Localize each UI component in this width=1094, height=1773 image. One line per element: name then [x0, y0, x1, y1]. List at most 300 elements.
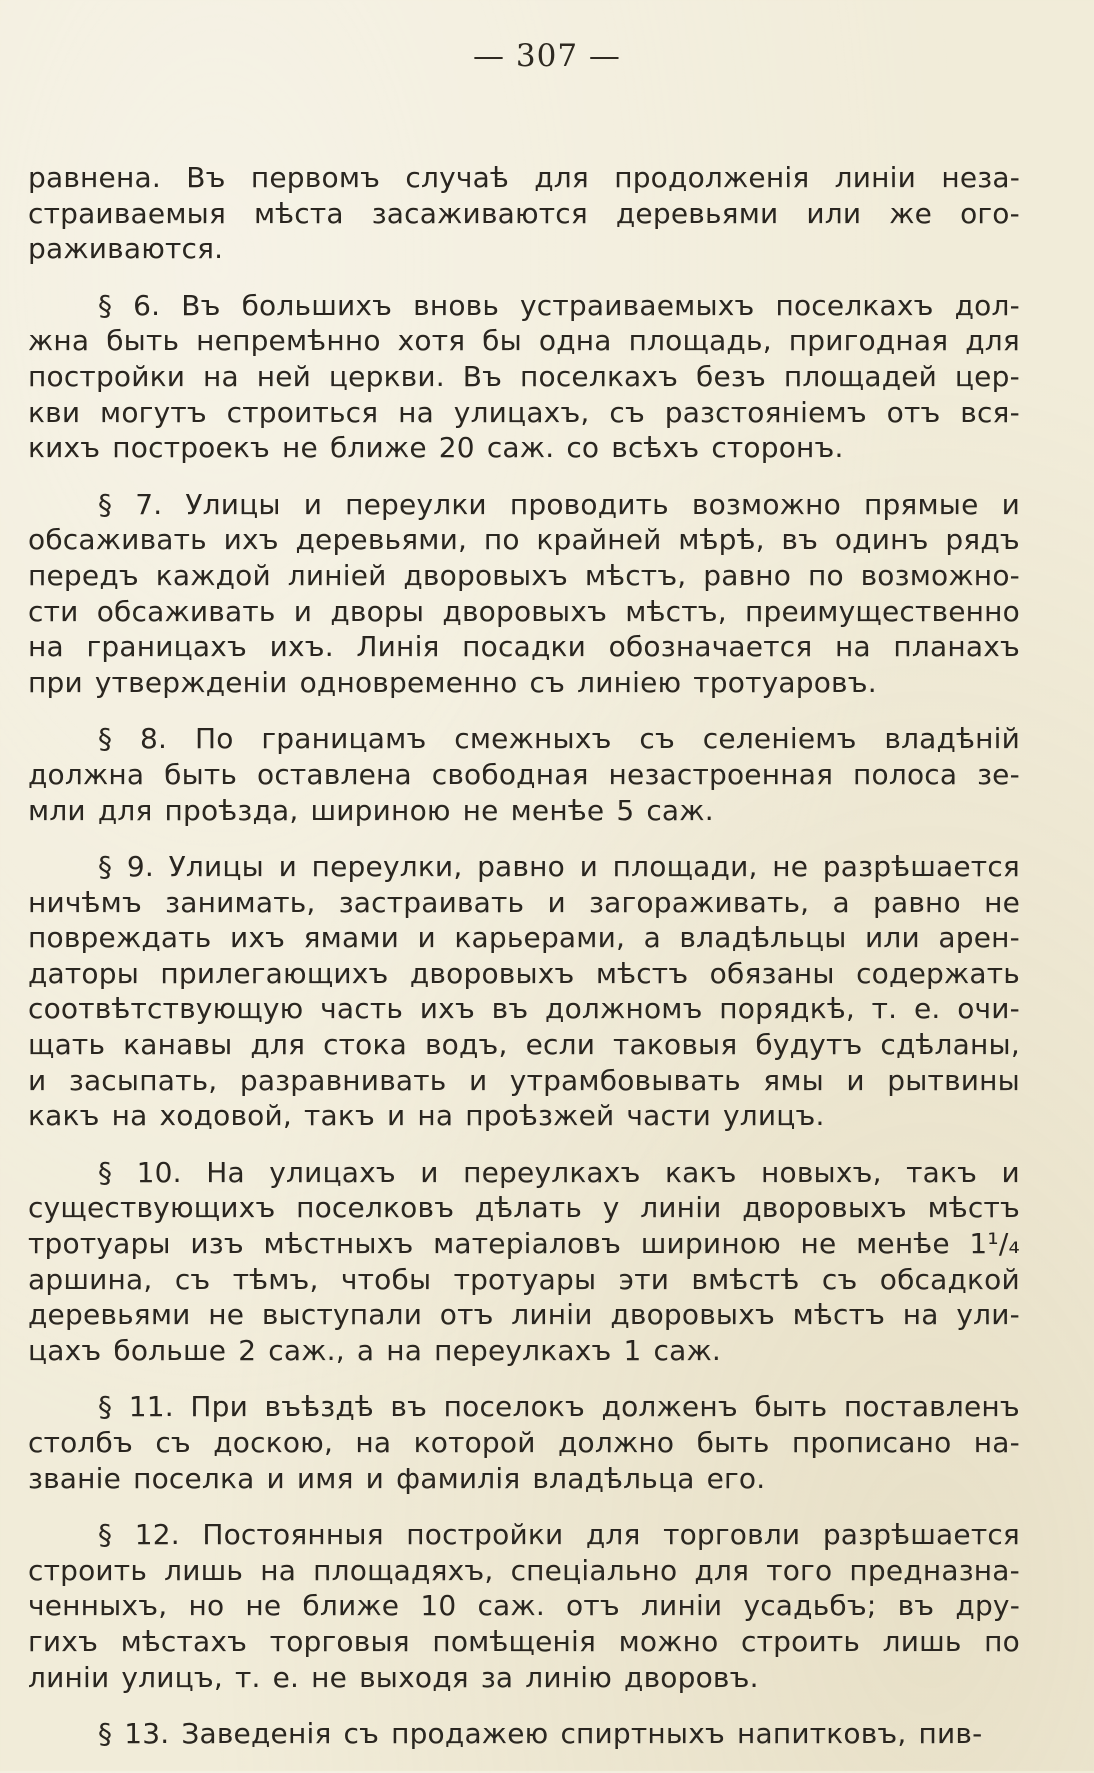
word: 6.: [133, 288, 161, 322]
word: засыпать,: [68, 1063, 218, 1097]
word: дворовыхъ: [442, 594, 608, 628]
word: спеціально: [510, 1553, 678, 1587]
word: не: [311, 1660, 348, 1694]
word: улицъ,: [121, 1660, 223, 1694]
word: на: [902, 1298, 939, 1332]
word: мѣста: [253, 196, 344, 230]
word: а: [832, 885, 850, 919]
word: на: [203, 359, 239, 393]
text-line: [28, 1297, 1020, 1333]
word: рядъ: [945, 523, 1020, 557]
word: напитковъ,: [737, 1717, 907, 1751]
word: Постоянныя: [202, 1518, 384, 1552]
word: и: [386, 1099, 406, 1133]
word: должна: [28, 757, 145, 791]
word: доскою,: [213, 1426, 334, 1459]
word: неза-: [941, 161, 1020, 194]
word: преимущественно: [744, 594, 1020, 628]
word: поселковъ: [296, 1191, 455, 1225]
word: существующихъ: [28, 1191, 276, 1225]
word: церкви.: [328, 359, 445, 393]
text-line: [28, 430, 1020, 466]
word: линіи: [28, 1660, 110, 1694]
word: быть: [106, 324, 180, 358]
word: полоса: [853, 757, 958, 791]
word: прямые: [863, 487, 979, 521]
word: площадяхъ,: [313, 1553, 494, 1587]
text-line: [28, 1660, 1020, 1696]
word: улицъ.: [723, 1099, 825, 1133]
text-line: [28, 1333, 1020, 1369]
word: и: [28, 1063, 47, 1097]
word: имя: [296, 1461, 354, 1495]
word: на: [355, 1426, 392, 1459]
word: на: [111, 1099, 148, 1133]
word: площадей: [783, 359, 938, 393]
word: а: [356, 1333, 375, 1367]
word: менѣе: [856, 1227, 950, 1261]
word: вся-: [960, 395, 1020, 429]
text-line: [28, 956, 1020, 992]
word: всѣхъ: [611, 431, 700, 465]
word: съ: [343, 1717, 380, 1751]
word: проѣзжей: [465, 1099, 615, 1133]
text-line: [28, 359, 1020, 395]
word: соотвѣтствующую: [28, 992, 304, 1026]
word: званіе: [28, 1461, 122, 1495]
word: и: [579, 850, 598, 884]
word: По: [194, 722, 234, 756]
word: на: [260, 1553, 297, 1587]
word: передъ: [28, 558, 139, 592]
word: даторы: [28, 956, 140, 990]
word: должно: [557, 1426, 675, 1459]
word: дѣлать: [474, 1191, 583, 1225]
word: т.: [871, 992, 898, 1026]
text-line: [28, 757, 1020, 793]
word: продолженія: [614, 161, 810, 194]
word: быть: [696, 1426, 770, 1459]
word: 7.: [135, 487, 163, 521]
word: обязаны: [709, 956, 835, 990]
word: по: [483, 523, 520, 557]
word: ямы: [763, 1063, 824, 1097]
text-line: [28, 629, 1020, 665]
text-line: [28, 1425, 1020, 1461]
word: владѣльцы: [679, 921, 847, 955]
word: спиртныхъ: [560, 1717, 725, 1751]
word: планахъ: [893, 630, 1020, 664]
word: селеніемъ: [702, 722, 857, 756]
text-line: [28, 1389, 1020, 1425]
word: одинъ: [834, 523, 929, 557]
word: зе-: [977, 757, 1020, 791]
text-line: [28, 487, 1020, 523]
word: деревьями,: [295, 523, 468, 557]
word: фамилія: [396, 1461, 521, 1495]
word: на: [28, 630, 64, 664]
word: §: [98, 487, 113, 521]
word: устраиваемыхъ: [520, 288, 755, 322]
word: гихъ: [28, 1624, 99, 1658]
word: 9.: [126, 850, 154, 884]
word: цахъ: [28, 1333, 102, 1367]
word: не: [282, 431, 318, 465]
word: е.: [913, 992, 941, 1026]
word: таковыя: [613, 1028, 738, 1062]
word: канавы: [123, 1028, 233, 1062]
word: 12.: [134, 1518, 180, 1552]
word: съ: [529, 665, 566, 699]
word: отъ: [886, 395, 941, 429]
word: мѣстъ,: [584, 558, 687, 592]
word: отъ: [439, 1298, 494, 1332]
word: арен-: [938, 921, 1020, 955]
word: ихъ.: [269, 630, 334, 664]
word: новыхъ,: [760, 1155, 882, 1189]
text-line: [28, 231, 1020, 267]
word: ихъ: [223, 523, 279, 557]
word: утвержденіи: [94, 665, 288, 699]
word: каждой: [155, 558, 271, 592]
word: равно: [477, 850, 565, 884]
word: его.: [706, 1461, 766, 1495]
word: 20: [438, 431, 475, 465]
word: 11.: [128, 1390, 174, 1424]
paragraph: [28, 1389, 1020, 1496]
word: разстояніемъ: [664, 395, 867, 429]
word: оставлена: [257, 757, 412, 791]
word: е.: [272, 1660, 300, 1694]
word: границамъ: [261, 722, 427, 756]
word: безъ: [696, 359, 766, 393]
word: поселка: [133, 1461, 255, 1495]
text-line: [28, 1155, 1020, 1191]
word: раживаются.: [28, 232, 224, 266]
page-number: — 307 —: [473, 38, 621, 74]
word: ули-: [956, 1298, 1020, 1332]
word: для: [585, 1518, 641, 1552]
word: не: [208, 1298, 245, 1332]
word: дворовыхъ: [403, 558, 569, 592]
word: содержать: [856, 956, 1020, 990]
word: стока: [323, 1028, 407, 1062]
word: мѣстъ: [792, 1298, 886, 1332]
word: матеріаловъ: [433, 1227, 622, 1261]
word: площади,: [612, 850, 758, 884]
word: съ: [174, 1262, 211, 1296]
word: переулки: [345, 487, 487, 521]
paragraph: [28, 1517, 1020, 1695]
word: но: [188, 1589, 225, 1623]
word: и: [1001, 1155, 1020, 1189]
text-line: [28, 1226, 1020, 1262]
word: ихъ: [419, 992, 475, 1026]
word: въ: [781, 523, 819, 557]
word: менѣе: [510, 793, 605, 827]
word: и: [293, 594, 313, 628]
word: переулкахъ: [434, 1333, 612, 1367]
word: части: [626, 1099, 712, 1133]
word: Въ: [181, 288, 221, 322]
word: Линія: [356, 630, 440, 664]
word: 10: [420, 1589, 457, 1623]
word: одновременно: [299, 665, 518, 699]
word: 1¹/₄: [969, 1227, 1020, 1261]
word: строить: [28, 1553, 148, 1587]
text-line: [28, 1624, 1020, 1660]
word: при: [28, 665, 83, 699]
word: ней: [256, 359, 312, 393]
word: дру-: [955, 1589, 1020, 1623]
word: сти: [28, 594, 79, 628]
word: мѣстныхъ: [263, 1227, 414, 1261]
word: случаѣ: [405, 161, 509, 194]
word: прилегающихъ: [160, 956, 389, 990]
word: прописано: [791, 1426, 952, 1459]
word: часть: [320, 992, 404, 1026]
word: водъ,: [424, 1028, 508, 1062]
word: §: [98, 1717, 113, 1751]
word: строить: [741, 1624, 861, 1658]
word: тротуары: [453, 1262, 597, 1296]
word: лишь: [164, 1553, 244, 1587]
word: и: [266, 1461, 285, 1495]
word: страиваемыя: [28, 196, 226, 230]
word: и: [420, 1155, 439, 1189]
word: очи-: [957, 992, 1020, 1026]
text-line: [28, 196, 1020, 232]
word: §: [98, 850, 113, 884]
text-line: [28, 1027, 1020, 1063]
word: и: [365, 1461, 385, 1495]
word: дворовъ.: [624, 1660, 759, 1694]
text-line: [28, 1461, 1020, 1497]
word: возможно-: [860, 558, 1020, 592]
word: продажею: [391, 1717, 549, 1751]
word: для: [694, 1553, 750, 1587]
word: на: [398, 395, 434, 429]
word: на: [386, 1333, 423, 1367]
word: равно: [703, 558, 792, 592]
word: сдѣланы,: [880, 1028, 1020, 1062]
word: линіи: [640, 1191, 722, 1225]
word: и: [547, 885, 566, 919]
word: помѣщенія: [432, 1624, 597, 1658]
word: будутъ: [755, 1028, 863, 1062]
word: жна: [28, 324, 90, 358]
word: поставленъ: [843, 1390, 1020, 1424]
word: обсаживать: [96, 594, 276, 628]
word: границахъ: [86, 630, 247, 664]
word: дворовыхъ: [409, 956, 575, 990]
text-line: [28, 920, 1020, 956]
word: быть: [164, 757, 238, 791]
word: изъ: [190, 1227, 244, 1261]
word: пригодная: [788, 324, 949, 358]
word: линіи: [511, 1298, 593, 1332]
word: могутъ: [100, 395, 207, 429]
word: со: [566, 431, 600, 465]
word: §: [98, 1390, 113, 1424]
word: владѣній: [884, 722, 1020, 756]
word: шириною: [640, 1227, 781, 1261]
word: съ: [639, 722, 675, 756]
text-line: [28, 849, 1020, 885]
word: или: [806, 196, 862, 230]
word: и: [278, 850, 297, 884]
word: шириною: [310, 793, 451, 827]
word: линію: [525, 1660, 613, 1694]
word: лишь: [882, 1624, 962, 1658]
word: 5: [616, 793, 635, 827]
word: на: [417, 1099, 454, 1133]
text-line: [28, 1190, 1020, 1226]
word: съ: [821, 1262, 858, 1296]
word: мли: [28, 793, 86, 827]
word: дворовыхъ: [742, 1191, 907, 1225]
word: быть: [754, 1390, 828, 1424]
word: §: [98, 1518, 113, 1552]
word: не: [772, 850, 809, 884]
text-line: [28, 1517, 1020, 1553]
text-line: [28, 395, 1020, 431]
word: §: [98, 722, 113, 756]
word: возможно: [691, 487, 841, 521]
text-line: [28, 522, 1020, 558]
word: не: [984, 885, 1020, 919]
word: саж.,: [268, 1333, 345, 1367]
word: по: [807, 558, 844, 592]
word: равно: [873, 885, 961, 919]
word: саж.: [646, 793, 714, 827]
word: свободная: [431, 757, 589, 791]
word: усадьбъ;: [743, 1589, 877, 1623]
word: ходовой,: [159, 1099, 292, 1133]
word: же: [889, 196, 933, 230]
word: занимать,: [165, 885, 316, 919]
word: обсаживать: [28, 523, 207, 557]
word: улицахъ,: [453, 395, 590, 429]
word: долженъ: [601, 1390, 738, 1424]
word: не: [800, 1227, 837, 1261]
word: крайней: [536, 523, 662, 557]
word: тротуаровъ.: [693, 665, 877, 699]
word: съ: [155, 1426, 191, 1459]
word: не: [462, 793, 499, 827]
word: Въ: [186, 161, 226, 194]
word: ближе: [302, 1589, 400, 1623]
word: линіей: [287, 558, 387, 592]
text-line: [28, 1262, 1020, 1298]
word: мѣстъ: [595, 956, 689, 990]
text-line: [28, 1063, 1020, 1099]
word: отъ: [566, 1589, 620, 1623]
word: равнена.: [28, 161, 161, 194]
word: вмѣстѣ: [691, 1262, 800, 1296]
word: кихъ: [28, 431, 101, 465]
word: Улицы: [168, 850, 264, 884]
word: бы: [482, 324, 522, 358]
word: владѣльца: [532, 1461, 695, 1495]
word: которой: [413, 1426, 536, 1459]
word: одна: [538, 324, 612, 358]
word: на: [834, 630, 871, 664]
text-line: [28, 1098, 1020, 1134]
word: переулки,: [311, 850, 463, 884]
word: для: [534, 161, 589, 194]
word: саж.: [653, 1333, 721, 1367]
word: тѣмъ,: [232, 1262, 319, 1296]
word: какъ: [664, 1155, 737, 1189]
word: §: [98, 288, 113, 322]
word: дол-: [954, 288, 1020, 322]
word: въѣздѣ: [264, 1390, 374, 1424]
text-line: [28, 1553, 1020, 1589]
paragraph: [28, 1716, 1020, 1752]
word: повреждать: [28, 921, 212, 955]
word: Улицы: [185, 487, 281, 521]
word: и: [468, 1063, 488, 1097]
word: разравнивать: [239, 1063, 447, 1097]
word: цер-: [954, 359, 1020, 393]
word: посадки: [462, 630, 587, 664]
word: мѣрѣ,: [678, 523, 765, 557]
word: поселкахъ: [519, 359, 679, 393]
word: ямами: [303, 921, 400, 955]
word: въ: [491, 992, 529, 1026]
word: а: [643, 921, 661, 955]
word: незастроенная: [608, 757, 834, 791]
word: 10.: [136, 1155, 182, 1189]
word: щать: [28, 1028, 106, 1062]
word: саж.: [486, 431, 555, 465]
body-text: [28, 160, 1020, 1773]
text-line: [28, 1588, 1020, 1624]
word: линіею: [577, 665, 682, 699]
word: обсадкой: [879, 1262, 1020, 1296]
word: строиться: [226, 395, 379, 429]
word: саж.: [477, 1589, 545, 1623]
word: порядкѣ,: [719, 992, 855, 1026]
text-line: [28, 594, 1020, 630]
word: построекъ: [112, 431, 271, 465]
word: переулкахъ: [463, 1155, 641, 1189]
word: §: [98, 1155, 113, 1189]
word: смежныхъ: [454, 722, 612, 756]
text-line: [28, 1716, 1020, 1752]
text-line: [28, 558, 1020, 594]
word: ченныхъ,: [28, 1589, 168, 1623]
word: такъ: [906, 1155, 978, 1189]
word: ихъ: [229, 921, 286, 955]
word: 8.: [140, 722, 168, 756]
word: На: [206, 1155, 245, 1189]
word: разрѣшается: [822, 1518, 1020, 1552]
word: и: [1001, 487, 1020, 521]
text-line: [28, 721, 1020, 757]
word: ближе: [329, 431, 427, 465]
word: у: [602, 1191, 620, 1225]
text-line: [28, 665, 1020, 701]
word: дворы: [330, 594, 425, 628]
paragraph: [28, 849, 1020, 1134]
word: площадь,: [628, 324, 772, 358]
word: сторонъ.: [711, 431, 844, 465]
word: выступали: [261, 1298, 423, 1332]
word: 2: [238, 1333, 257, 1367]
word: для: [250, 1028, 306, 1062]
